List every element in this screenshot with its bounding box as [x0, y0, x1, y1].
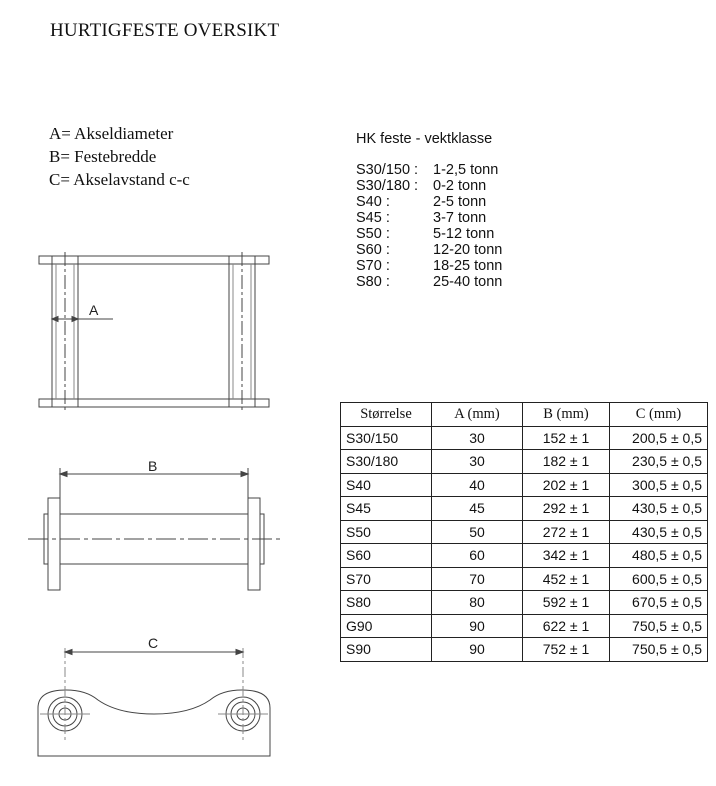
cell-a: 40 [432, 473, 523, 497]
cell-b: 752 ± 1 [523, 638, 610, 662]
weight-class-range: 3-7 tonn [433, 210, 487, 226]
weight-class-range: 18-25 tonn [433, 258, 503, 274]
cell-c: 750,5 ± 0,5 [610, 638, 708, 662]
cell-size: S50 [341, 520, 432, 544]
weight-class-range: 2-5 tonn [433, 194, 487, 210]
col-header-c: C (mm) [610, 403, 708, 427]
cell-a: 30 [432, 426, 523, 450]
cell-a: 90 [432, 614, 523, 638]
weight-class-range: 5-12 tonn [433, 226, 495, 242]
cell-a: 60 [432, 544, 523, 568]
weight-class-range: 0-2 tonn [433, 178, 487, 194]
axle-body [60, 514, 248, 564]
frame-top-view [39, 252, 269, 411]
weight-class-title: HK feste - vektklasse [356, 131, 493, 147]
cell-c: 430,5 ± 0,5 [610, 497, 708, 521]
cell-size: G90 [341, 614, 432, 638]
cell-size: S30/180 [341, 450, 432, 474]
cell-a: 70 [432, 567, 523, 591]
weight-class-code: S60 : [356, 242, 390, 258]
cell-b: 622 ± 1 [523, 614, 610, 638]
cell-b: 182 ± 1 [523, 450, 610, 474]
weight-class-range: 12-20 tonn [433, 242, 503, 258]
weight-class-range: 1-2,5 tonn [433, 162, 499, 178]
weight-class-code: S30/180 : [356, 178, 419, 194]
cell-b: 592 ± 1 [523, 591, 610, 615]
right-plate [248, 498, 260, 590]
cell-size: S60 [341, 544, 432, 568]
axle-side-view [28, 468, 282, 590]
cell-size: S90 [341, 638, 432, 662]
cell-size: S45 [341, 497, 432, 521]
cell-b: 342 ± 1 [523, 544, 610, 568]
cell-size: S30/150 [341, 426, 432, 450]
frame-top-bar [39, 256, 269, 264]
cell-b: 272 ± 1 [523, 520, 610, 544]
col-header-b: B (mm) [523, 403, 610, 427]
cell-c: 480,5 ± 0,5 [610, 544, 708, 568]
col-header-size: Størrelse [341, 403, 432, 427]
left-plate [48, 498, 60, 590]
weight-class-code: S40 : [356, 194, 390, 210]
side-plate-view [38, 648, 270, 756]
dimension-label-a: A [89, 302, 99, 318]
cell-size: S40 [341, 473, 432, 497]
col-header-a: A (mm) [432, 403, 523, 427]
dimension-label-c: C [148, 635, 159, 651]
cell-b: 292 ± 1 [523, 497, 610, 521]
cell-c: 430,5 ± 0,5 [610, 520, 708, 544]
weight-class-code: S70 : [356, 258, 390, 274]
legend-item-b: B= Festebredde [49, 147, 157, 166]
weight-class-code: S80 : [356, 274, 390, 290]
cell-c: 670,5 ± 0,5 [610, 591, 708, 615]
cell-size: S80 [341, 591, 432, 615]
page-title: HURTIGFESTE OVERSIKT [50, 20, 280, 41]
frame-bottom-bar [39, 399, 269, 407]
cell-b: 452 ± 1 [523, 567, 610, 591]
cell-b: 202 ± 1 [523, 473, 610, 497]
cell-c: 750,5 ± 0,5 [610, 614, 708, 638]
cell-a: 90 [432, 638, 523, 662]
cell-b: 152 ± 1 [523, 426, 610, 450]
cell-a: 80 [432, 591, 523, 615]
cell-a: 45 [432, 497, 523, 521]
dimension-label-b: B [148, 458, 158, 474]
weight-class-code: S45 : [356, 210, 390, 226]
cell-c: 230,5 ± 0,5 [610, 450, 708, 474]
cell-a: 30 [432, 450, 523, 474]
legend-item-a: A= Akseldiameter [49, 124, 174, 143]
legend-item-c: C= Akselavstand c-c [49, 170, 190, 189]
cell-c: 600,5 ± 0,5 [610, 567, 708, 591]
weight-class-code: S50 : [356, 226, 390, 242]
weight-class-code: S30/150 : [356, 162, 419, 178]
cell-a: 50 [432, 520, 523, 544]
weight-class-range: 25-40 tonn [433, 274, 503, 290]
cell-c: 300,5 ± 0,5 [610, 473, 708, 497]
cell-c: 200,5 ± 0,5 [610, 426, 708, 450]
cell-size: S70 [341, 567, 432, 591]
